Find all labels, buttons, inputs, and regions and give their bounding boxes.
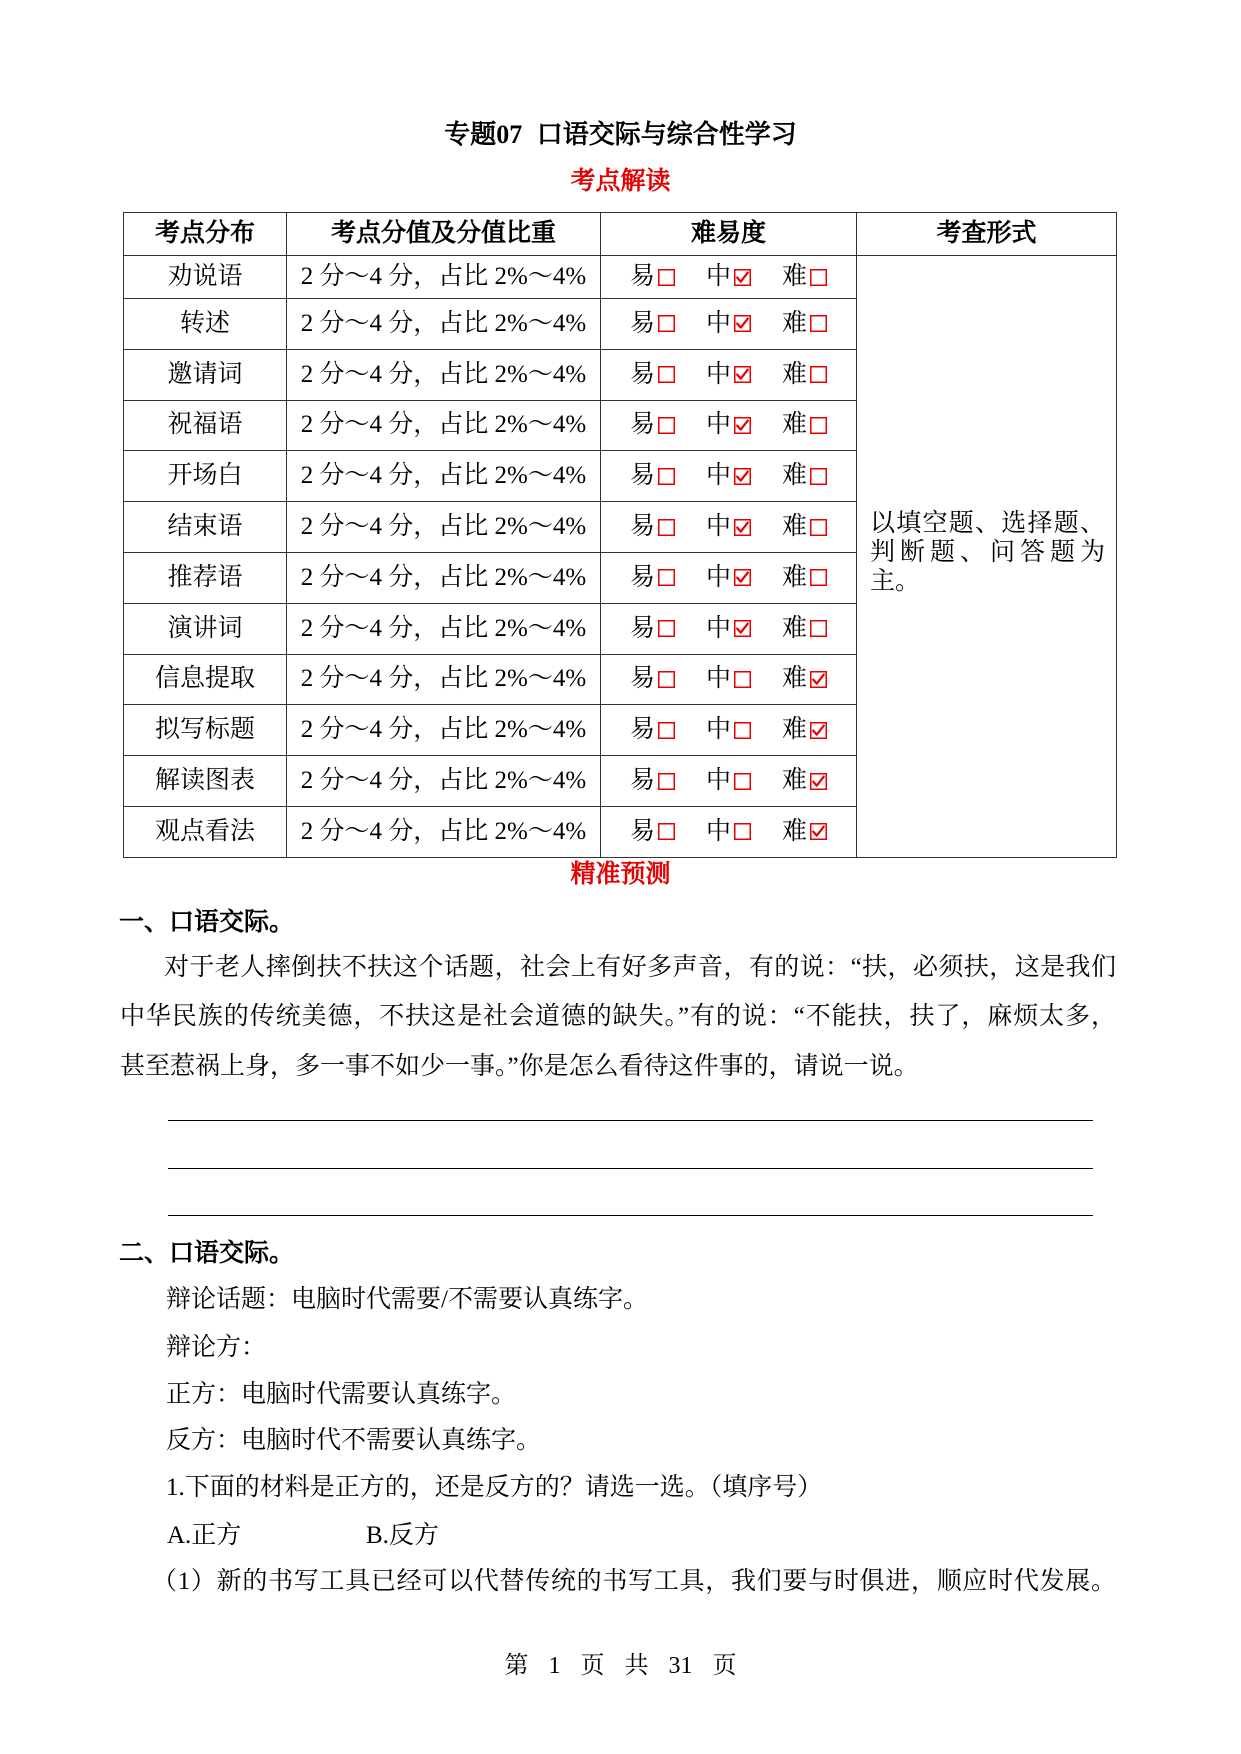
checkbox-unchecked-icon (810, 417, 827, 434)
difficulty-label: 难 (782, 716, 808, 744)
checkbox-unchecked-icon (658, 823, 675, 840)
checkbox-unchecked-icon (658, 315, 675, 332)
score-cell: 2 分～4 分，占比 2%～4% (287, 603, 601, 654)
difficulty-label: 中 (705, 462, 731, 490)
page-title: 专题07 口语交际与综合性学习 (444, 120, 797, 149)
difficulty-label: 难 (782, 263, 808, 290)
difficulty-cell (601, 349, 857, 400)
header-score: 考点分值及分值比重 (287, 213, 601, 256)
difficulty-label: 难 (782, 309, 808, 337)
header-exam-form: 考查形式 (857, 213, 1117, 256)
difficulty-option (706, 262, 751, 292)
checkbox-unchecked-icon (658, 569, 675, 586)
difficulty-options (601, 262, 856, 292)
difficulty-label: 中 (705, 360, 731, 388)
score-cell: 2 分～4 分，占比 2%～4% (287, 349, 601, 400)
debate-topic: 辩论话题：电脑时代需要/不需要认真练字。 (166, 1286, 648, 1313)
difficulty-label: 中 (705, 716, 731, 744)
difficulty-label: 中 (705, 767, 731, 795)
difficulty-cell (601, 502, 857, 553)
exam-form-cell (857, 256, 1117, 858)
page-footer: 第 1 页 共 31 页 (504, 1653, 737, 1679)
difficulty-label: 易 (629, 263, 655, 290)
difficulty-option (782, 715, 827, 745)
difficulty-option (706, 360, 751, 390)
exam-points-table (123, 212, 1117, 858)
answer-line (168, 1215, 1093, 1216)
difficulty-label: 中 (705, 665, 731, 693)
material-1: （1）新的书写工具已经可以代替传统的书写工具，我们要与时俱进，顺应时代发展。 (152, 1568, 1116, 1595)
difficulty-options (601, 309, 856, 339)
difficulty-label: 易 (629, 665, 655, 693)
question-1-prompt-line: 中华民族的传统美德，不扶这是社会道德的缺失。”有的说：“不能扶，扶了，麻烦太多， (120, 1003, 1116, 1030)
checkbox-unchecked-icon (810, 366, 827, 383)
checkbox-unchecked-icon (810, 468, 827, 485)
score-cell: 2 分～4 分，占比 2%～4% (287, 502, 601, 553)
difficulty-label: 易 (629, 462, 655, 490)
difficulty-options (601, 461, 856, 491)
checkbox-checked-icon (810, 722, 827, 739)
checkbox-unchecked-icon (658, 671, 675, 688)
difficulty-option (706, 766, 751, 796)
difficulty-cell (601, 256, 857, 299)
difficulty-option (630, 360, 675, 390)
difficulty-options (601, 512, 856, 542)
table-header-row (124, 213, 1117, 256)
checkbox-checked-icon (734, 468, 751, 485)
difficulty-option (706, 410, 751, 440)
checkbox-checked-icon (810, 823, 827, 840)
question-1-prompt-line: 对于老人摔倒扶不扶这个话题，社会上有好多声音，有的说：“扶，必须扶，这是我们 (164, 954, 1116, 981)
header-topic: 考点分布 (124, 213, 287, 256)
difficulty-label: 难 (782, 614, 808, 642)
checkbox-checked-icon (734, 315, 751, 332)
difficulty-label: 难 (782, 411, 808, 439)
header-difficulty: 难易度 (601, 213, 857, 256)
exam-form-line: 以填空题、选择题、 (870, 509, 1105, 537)
difficulty-option (782, 664, 827, 694)
difficulty-option (782, 512, 827, 542)
difficulty-option (630, 715, 675, 745)
prediction-heading: 精准预测 (570, 861, 671, 888)
difficulty-options (601, 817, 856, 847)
difficulty-label: 难 (782, 817, 808, 845)
checkbox-checked-icon (734, 569, 751, 586)
difficulty-option (630, 512, 675, 542)
checkbox-unchecked-icon (658, 468, 675, 485)
answer-line (168, 1168, 1093, 1169)
checkbox-unchecked-icon (658, 519, 675, 536)
checkbox-unchecked-icon (810, 519, 827, 536)
difficulty-label: 难 (782, 513, 808, 541)
difficulty-option (782, 563, 827, 593)
checkbox-unchecked-icon (658, 417, 675, 434)
difficulty-option (630, 817, 675, 847)
difficulty-label: 中 (705, 563, 731, 591)
difficulty-cell (601, 756, 857, 807)
topic-cell: 开场白 (124, 451, 287, 502)
checkbox-unchecked-icon (658, 620, 675, 637)
difficulty-label: 难 (782, 767, 808, 795)
difficulty-label: 易 (629, 817, 655, 845)
topic-cell: 转述 (124, 299, 287, 350)
table-body (124, 256, 1117, 858)
checkbox-checked-icon (734, 269, 751, 286)
difficulty-label: 易 (629, 411, 655, 439)
difficulty-option (706, 563, 751, 593)
topic-cell: 祝福语 (124, 400, 287, 451)
difficulty-option (630, 309, 675, 339)
topic-cell: 解读图表 (124, 756, 287, 807)
option-b: B.反方 (366, 1522, 439, 1549)
difficulty-label: 难 (782, 360, 808, 388)
difficulty-label: 中 (705, 817, 731, 845)
exam-form-text (870, 509, 1105, 596)
difficulty-options (601, 563, 856, 593)
difficulty-cell (601, 654, 857, 705)
difficulty-label: 中 (705, 411, 731, 439)
difficulty-option (706, 664, 751, 694)
topic-cell: 演讲词 (124, 603, 287, 654)
question-1-heading: 一、口语交际。 (119, 909, 295, 936)
checkbox-unchecked-icon (810, 569, 827, 586)
checkbox-unchecked-icon (810, 620, 827, 637)
difficulty-options (601, 410, 856, 440)
topic-cell: 观点看法 (124, 806, 287, 857)
difficulty-label: 易 (629, 309, 655, 337)
con-side: 反方：电脑时代不需要认真练字。 (166, 1427, 542, 1454)
checkbox-unchecked-icon (810, 269, 827, 286)
question-2-heading: 二、口语交际。 (119, 1240, 295, 1267)
difficulty-option (706, 614, 751, 644)
exam-form-line: 主。 (870, 567, 921, 595)
topic-cell: 劝说语 (124, 256, 287, 299)
checkbox-unchecked-icon (734, 671, 751, 688)
difficulty-label: 难 (782, 665, 808, 693)
difficulty-label: 易 (629, 767, 655, 795)
topic-cell: 信息提取 (124, 654, 287, 705)
topic-cell: 邀请词 (124, 349, 287, 400)
sub-question-1: 1.下面的材料是正方的，还是反方的？请选一选。（填序号） (166, 1474, 823, 1501)
answer-line (168, 1120, 1093, 1121)
topic-cell: 拟写标题 (124, 705, 287, 756)
score-cell: 2 分～4 分，占比 2%～4% (287, 756, 601, 807)
difficulty-label: 易 (629, 716, 655, 744)
difficulty-option (630, 563, 675, 593)
difficulty-options (601, 715, 856, 745)
score-cell: 2 分～4 分，占比 2%～4% (287, 299, 601, 350)
difficulty-option (630, 664, 675, 694)
score-cell: 2 分～4 分，占比 2%～4% (287, 806, 601, 857)
difficulty-label: 易 (629, 360, 655, 388)
difficulty-label: 难 (782, 563, 808, 591)
difficulty-option (782, 262, 827, 292)
difficulty-cell (601, 299, 857, 350)
difficulty-option (706, 309, 751, 339)
difficulty-cell (601, 705, 857, 756)
difficulty-cell (601, 400, 857, 451)
exam-form-line: 判断题、问答题为 (870, 538, 1105, 566)
checkbox-unchecked-icon (810, 315, 827, 332)
checkbox-unchecked-icon (734, 823, 751, 840)
difficulty-label: 易 (629, 513, 655, 541)
score-cell: 2 分～4 分，占比 2%～4% (287, 705, 601, 756)
difficulty-cell (601, 552, 857, 603)
difficulty-option (706, 715, 751, 745)
difficulty-cell (601, 806, 857, 857)
pro-side: 正方：电脑时代需要认真练字。 (166, 1381, 517, 1408)
score-cell: 2 分～4 分，占比 2%～4% (287, 552, 601, 603)
checkbox-checked-icon (734, 620, 751, 637)
checkbox-unchecked-icon (658, 269, 675, 286)
difficulty-label: 中 (705, 309, 731, 337)
debate-sides-label: 辩论方： (166, 1334, 267, 1361)
difficulty-label: 难 (782, 462, 808, 490)
score-cell: 2 分～4 分，占比 2%～4% (287, 654, 601, 705)
difficulty-option (706, 512, 751, 542)
difficulty-options (601, 614, 856, 644)
difficulty-option (630, 614, 675, 644)
difficulty-label: 中 (705, 513, 731, 541)
topic-cell: 推荐语 (124, 552, 287, 603)
difficulty-option (782, 360, 827, 390)
checkbox-unchecked-icon (658, 773, 675, 790)
difficulty-cell (601, 451, 857, 502)
difficulty-option (630, 461, 675, 491)
difficulty-option (782, 817, 827, 847)
table-row (124, 256, 1117, 299)
checkbox-unchecked-icon (658, 722, 675, 739)
score-cell: 2 分～4 分，占比 2%～4% (287, 400, 601, 451)
difficulty-cell (601, 603, 857, 654)
difficulty-option (630, 262, 675, 292)
difficulty-option (782, 614, 827, 644)
option-a: A.正方 (167, 1522, 242, 1549)
difficulty-label: 易 (629, 614, 655, 642)
difficulty-label: 易 (629, 563, 655, 591)
checkbox-unchecked-icon (658, 366, 675, 383)
question-1-prompt-line: 甚至惹祸上身，多一事不如少一事。”你是怎么看待这件事的，请说一说。 (120, 1053, 919, 1080)
difficulty-options (601, 360, 856, 390)
difficulty-option (782, 766, 827, 796)
checkbox-unchecked-icon (734, 773, 751, 790)
difficulty-option (630, 410, 675, 440)
difficulty-option (706, 817, 751, 847)
score-cell: 2 分～4 分，占比 2%～4% (287, 451, 601, 502)
checkbox-checked-icon (734, 417, 751, 434)
difficulty-option (782, 410, 827, 440)
difficulty-option (630, 766, 675, 796)
difficulty-options (601, 664, 856, 694)
difficulty-option (782, 461, 827, 491)
difficulty-option (782, 309, 827, 339)
checkbox-checked-icon (810, 671, 827, 688)
score-cell: 2 分～4 分，占比 2%～4% (287, 256, 601, 299)
difficulty-label: 中 (705, 614, 731, 642)
difficulty-options (601, 766, 856, 796)
difficulty-label: 中 (705, 263, 731, 290)
topic-cell: 结束语 (124, 502, 287, 553)
difficulty-option (706, 461, 751, 491)
exam-points-heading: 考点解读 (570, 168, 671, 195)
checkbox-checked-icon (734, 366, 751, 383)
checkbox-unchecked-icon (734, 722, 751, 739)
checkbox-checked-icon (734, 519, 751, 536)
checkbox-checked-icon (810, 773, 827, 790)
